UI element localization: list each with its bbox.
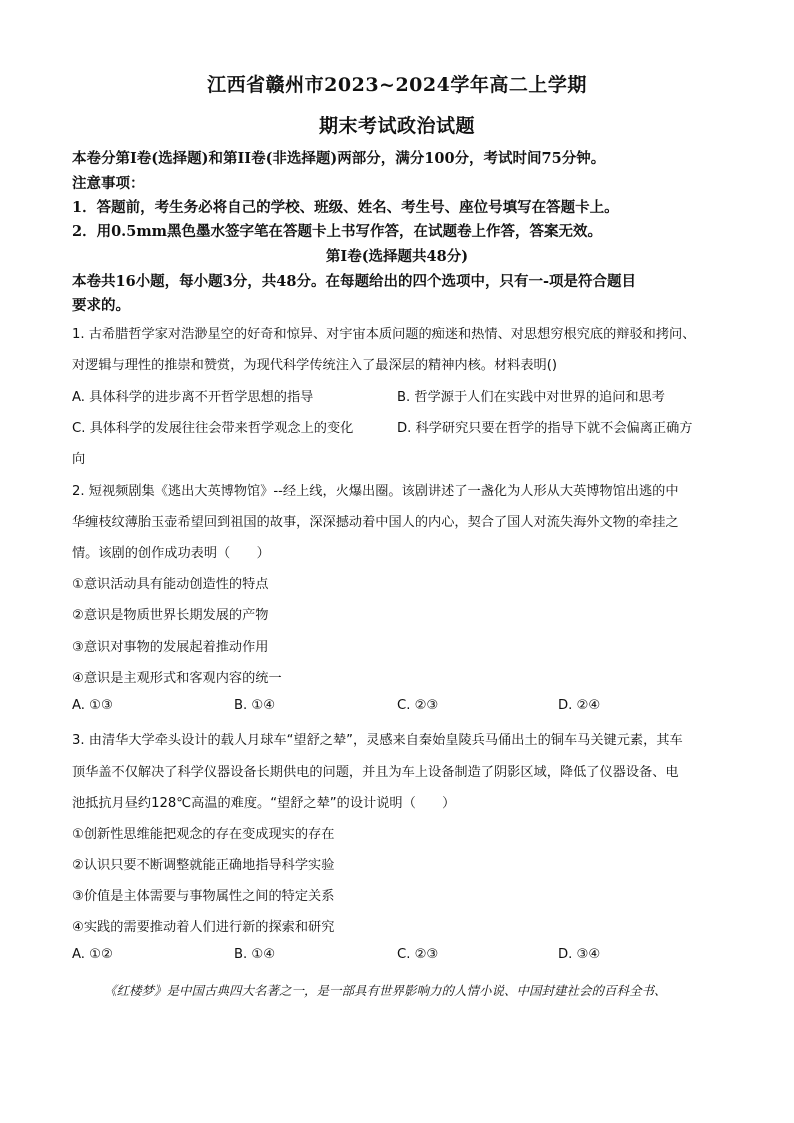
question-3-option-c[interactable]: C. ②③ (397, 947, 439, 962)
question-1-text: 对逻辑与理性的推崇和赞赏，为现代科学传统注入了最深层的精神内核。材料表明() (72, 358, 558, 373)
section-description-line1: 本卷共16小题，每小题3分，共48分。在每题给出的四个选项中，只有一-项是符合题目 (72, 273, 636, 290)
exam-instructions: 本卷分第Ⅰ卷(选择题)和第II卷(非选择题)两部分，满分100分，考试时间75分钟。 (72, 150, 606, 167)
question-2-statement-2: ②意识是物质世界长期发展的产物 (72, 608, 269, 623)
exam-title-line2: 期末考试政治试题 (318, 115, 475, 137)
question-2-text: 华缠枝纹薄胎玉壶希望回到祖国的故事，深深撼动着中国人的内心，契合了国人对流失海外文物的牵挂之 (72, 515, 679, 530)
section-description-line2: 要求的。 (72, 297, 130, 314)
question-3-option-b[interactable]: B. ①④ (234, 947, 276, 962)
question-3-option-d[interactable]: D. ③④ (558, 947, 601, 962)
question-2-statement-1: ①意识活动具有能动创造性的特点 (72, 577, 269, 592)
question-2-text: 2. 短视频剧集《逃出大英博物馆》--经上线，火爆出圈。该剧讲述了一盏化为人形从大英博物馆出逃的中 (72, 484, 679, 499)
question-2-statement-3: ③意识对事物的发展起着推动作用 (72, 640, 269, 655)
question-1-option-d[interactable]: D. 科学研究只要在哲学的指导下就不会偏离正确方 (397, 421, 693, 436)
question-3-option-a[interactable]: A. ①② (72, 947, 113, 962)
question-3-statement-4: ④实践的需要推动着人们进行新的探索和研究 (72, 920, 335, 935)
question-2-option-d[interactable]: D. ②④ (558, 698, 601, 713)
question-3-text: 池抵抗月昼约128℃高温的难度。“望舒之辇”的设计说明（ ） (72, 796, 456, 811)
question-1-option-b[interactable]: B. 哲学源于人们在实践中对世界的追问和思考 (397, 390, 665, 405)
question-1-option-a[interactable]: A. 具体科学的进步离不开哲学思想的指导 (72, 390, 314, 405)
notice-item-2: 2．用0.5mm黑色墨水签字笔在答题卡上书写作答，在试题卷上作答，答案无效。 (72, 223, 602, 240)
question-1-option-c[interactable]: C. 具体科学的发展往往会带来哲学观念上的变化 (72, 421, 354, 436)
question-2-statement-4: ④意识是主观形式和客观内容的统一 (72, 671, 282, 686)
question-2-option-a[interactable]: A. ①③ (72, 698, 113, 713)
question-3-text: 顶华盖不仅解决了科学仪器设备长期供电的问题，并且为车上设备制造了阴影区域，降低了仪器设备、电 (72, 765, 679, 780)
section-heading: 第Ⅰ卷(选择题共48分) (325, 248, 469, 265)
question-2-option-b[interactable]: B. ①④ (234, 698, 276, 713)
exam-title-line1: 江西省赣州市2023~2024学年高二上学期 (207, 74, 587, 96)
question-2-text: 情。该剧的创作成功表明（ ） (72, 546, 270, 561)
question-3-statement-2: ②认识只要不断调整就能正确地指导科学实验 (72, 858, 335, 873)
notice-item-1: 1．答题前，考生务必将自己的学校、班级、姓名、考生号、座位号填写在答题卡上。 (72, 199, 619, 216)
question-3-statement-1: ①创新性思维能把观念的存在变成现实的存在 (72, 827, 335, 842)
passage-text: 《红楼梦》是中国古典四大名著之一，是一部具有世界影响力的人情小说、中国封建社会的百科全书、 (104, 983, 667, 998)
question-3-text: 3. 由清华大学牵头设计的载人月球车“望舒之辇”，灵感来自秦始皇陵兵马俑出土的铜车马关键元素，其车 (72, 733, 683, 748)
question-1-text: 1. 古希腊哲学家对浩渺星空的好奇和惊异、对宇宙本质问题的痴迷和热情、对思想穷根究底的辩驳和拷问、 (72, 327, 696, 342)
question-3-statement-3: ③价值是主体需要与事物属性之间的特定关系 (72, 889, 335, 904)
question-2-option-c[interactable]: C. ②③ (397, 698, 439, 713)
notice-title: 注意事项： (72, 175, 145, 192)
question-1-option-d-wrap: 向 (72, 452, 86, 467)
